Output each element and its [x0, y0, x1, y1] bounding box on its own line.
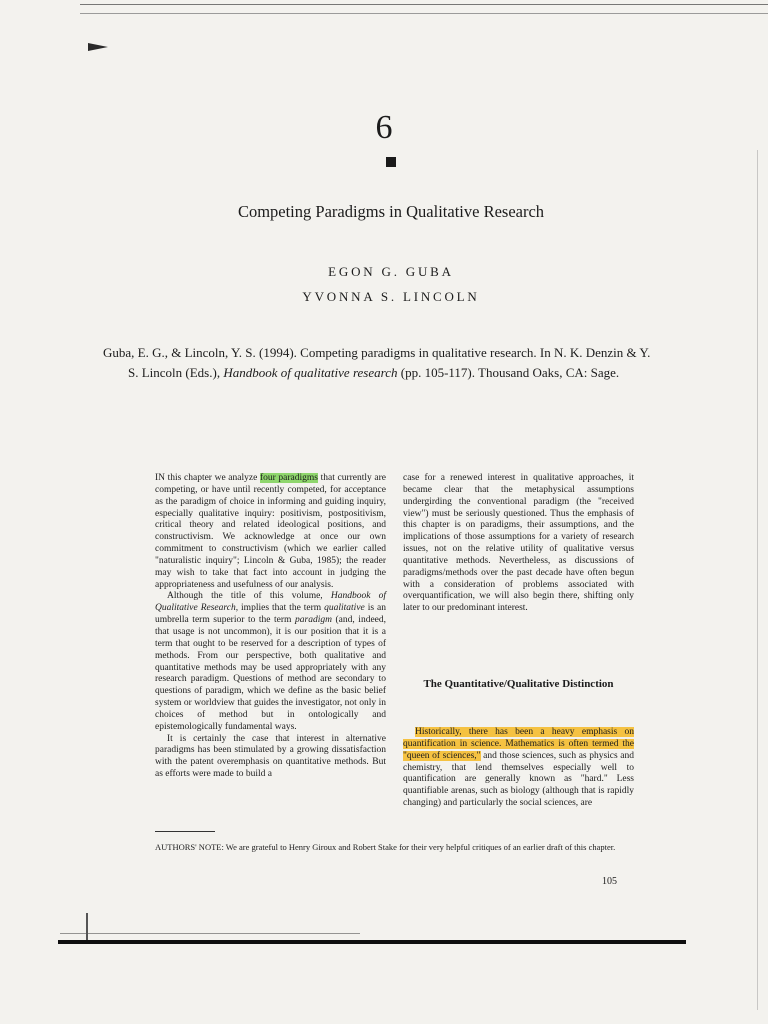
author-guba: EGON G. GUBA — [328, 264, 454, 279]
citation-line-1: Guba, E. G., & Lincoln, Y. S. (1994). Competing paradigms in qualitative research. In N. K. Denzin & Y. — [103, 345, 651, 360]
text: Although the title of this volume, — [167, 591, 331, 602]
text: and those sciences, such as physics and chemistry, that lend themselves especially well to quantification are generally known as "hard." Less quantifiable arenas, such as biology (although that is rapidly changing) and particularly the social sciences, are — [403, 750, 634, 809]
scan-tick-mark — [86, 913, 88, 941]
paragraph — [155, 473, 386, 591]
right-column-bottom — [403, 727, 634, 810]
author-lincoln: YVONNA S. LINCOLN — [302, 289, 480, 304]
paragraph: case for a renewed interest in qualitative approaches, it became clear that the metaphysical assumptions undergirding the conventional paradigm (the "received view") must be seriously questioned. Thus the emphasis of this chapter is on paradigms, their assumptions, and the implications of those assumptions for a variety of research issues, not on the relative utility of qualitative versus quantitative methods. Nevertheless, as discussions of paradigms/methods over the past decade have often begun with a consideration of problems associated with overquantification, we will also begin there, shifting only later to our predominant interest. — [403, 473, 634, 614]
text: is an umbrella term superior to the term — [155, 603, 386, 626]
citation-book-title: Handbook of qualitative research — [223, 365, 398, 380]
right-column-top — [403, 473, 634, 615]
footnote-rule — [155, 831, 215, 832]
chapter-ornament-square — [386, 157, 396, 167]
paragraph — [403, 727, 634, 810]
section-heading: The Quantitative/Qualitative Distinction — [423, 678, 614, 690]
text: (and, indeed, that usage is not uncommon), it is our position that it is a term that ought to be reserved for a description of types of methods. From our perspective, both qualitative and quantitative methods may be used appropriately with any research paradigm. Questions of method are secondary to questions of paradigm, which we define as the basic belief system or worldview that guides the investigator, not only in choices of method but in ontologically and epistemologically fundamental ways. — [155, 615, 386, 732]
page-number: 105 — [602, 876, 617, 887]
green-highlight: four paradigms — [259, 473, 318, 483]
orange-highlight: Historically, there has been a heavy emphasis on quantification in science. Mathematics is often termed the "queen of sciences," — [403, 727, 634, 761]
citation-text: S. Lincoln (Eds.), — [128, 365, 224, 380]
top-scan-rule — [80, 4, 768, 14]
left-column — [155, 473, 386, 781]
text: IN this chapter we analyze — [155, 473, 260, 483]
text: implies that the term — [238, 603, 325, 614]
chapter-title: Competing Paradigms in Qualitative Research — [237, 202, 545, 221]
margin-arrow-mark — [88, 43, 108, 51]
citation — [103, 343, 673, 383]
citation-line-2 — [103, 363, 673, 383]
footnote: AUTHORS' NOTE: We are grateful to Henry Giroux and Robert Stake for their very helpful critiques of an earlier draft of this chapter. — [155, 842, 616, 852]
chapter-number: 6 — [375, 109, 393, 146]
paragraph: It is certainly the case that interest in alternative paradigms has been stimulated by a growing dissatisfaction with the patent overemphasis on quantitative methods. But as efforts were made to build a — [155, 733, 386, 780]
text: that currently are competing, or have until recently competed, for acceptance as the paradigm of choice in informing and guiding inquiry, especially qualitative inquiry: positivism, postpositivism, critical theory and related ideological positions, and constructivism. We acknowledge at once our own commitment to constructivism (which we earlier called "naturalistic inquiry"; Lincoln & Guba, 1985); the reader may wish to take that fact into account in judging the appropriateness and usefulness of our analysis. — [155, 473, 386, 590]
italic-text: qualitative — [324, 603, 365, 614]
paragraph — [155, 591, 386, 733]
italic-text: paradigm — [295, 615, 332, 626]
citation-text: (pp. 105-117). Thousand Oaks, CA: Sage. — [397, 365, 620, 380]
bottom-scan-rule — [58, 940, 686, 944]
italic-text: Handbook of Qualitative Research, — [155, 591, 387, 614]
bottom-scan-line — [60, 933, 360, 934]
